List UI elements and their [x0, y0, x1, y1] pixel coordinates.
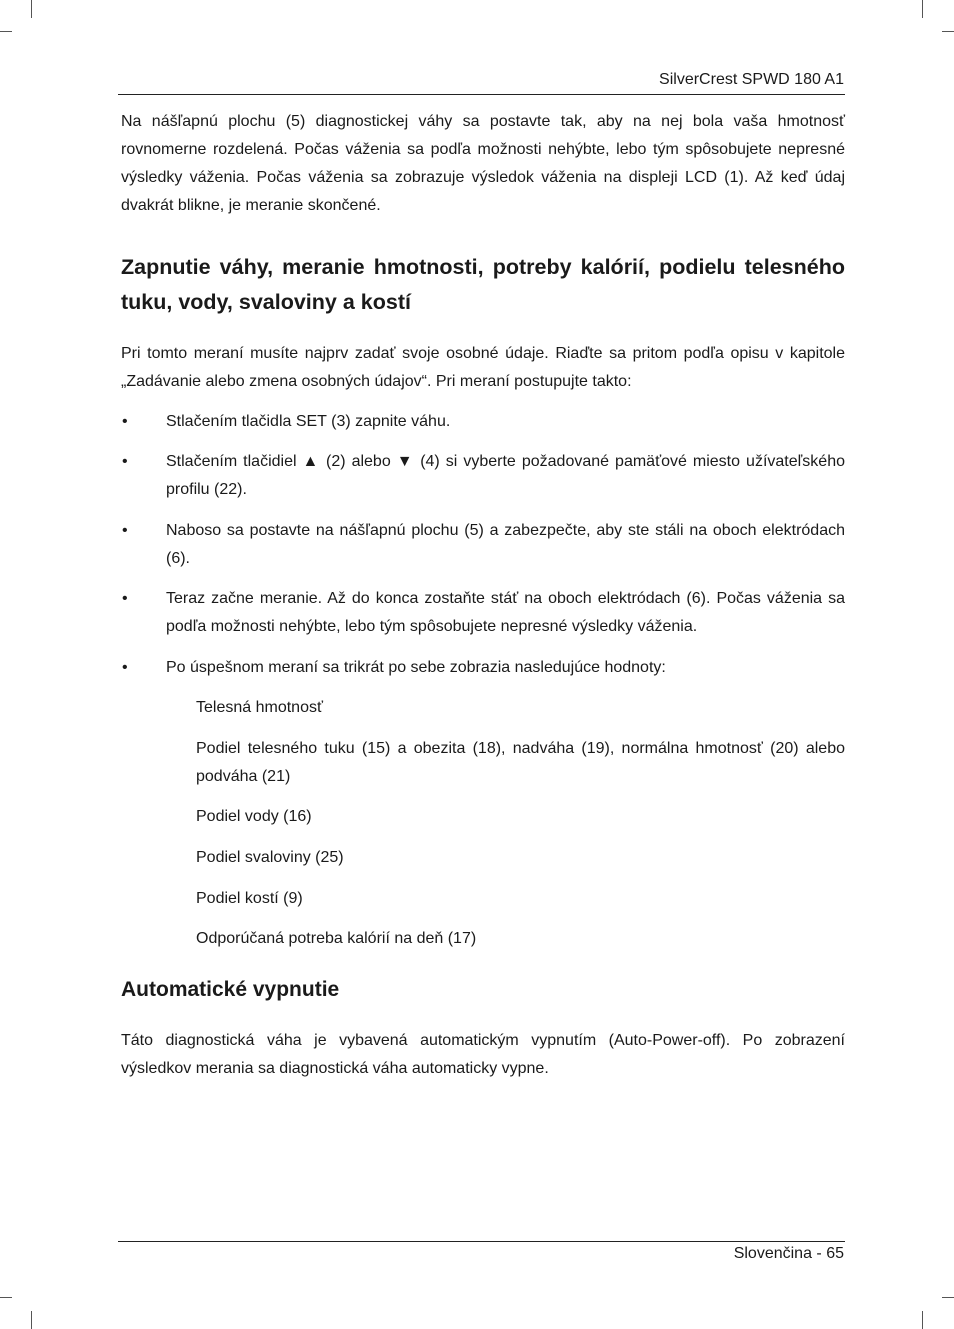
- value-item: Podiel vody (16): [196, 808, 312, 825]
- list-item: [121, 517, 845, 573]
- bullet-icon: •: [122, 453, 128, 470]
- bullet-list: [121, 408, 845, 682]
- value-item: Podiel telesného tuku (15) a obezita (18), nadváha (19), normálna hmotnosť (20) alebo podváha (21): [196, 740, 845, 785]
- list-item-text: Stlačením tlačidiel ▲ (2) alebo ▼ (4) si vyberte požadované pamäťové miesto užívateľského profilu (22).: [166, 453, 845, 498]
- page-header: SilverCrest SPWD 180 A1: [659, 71, 844, 88]
- list-item-text: Teraz začne meranie. Až do konca zostaňte stáť na oboch elektródach (6). Počas váženia sa podľa možnosti nehýbte, lebo tým spôsobujete nepresné výsledky váženia.: [166, 590, 845, 635]
- page-content: [121, 108, 845, 1083]
- crop-mark: [922, 0, 923, 18]
- list-item: [121, 408, 845, 436]
- header-rule: [118, 94, 845, 95]
- list-item: [121, 448, 845, 504]
- intro-paragraph: Na nášľapnú plochu (5) diagnostickej váhy sa postavte tak, aby na nej bola vaša hmotnosť rovnomerne rozdelená. Počas váženia sa podľa možnosti nehýbte, lebo tým spôsobujete nepresné výsledky váženia. Počas váženia sa zobrazuje výsledok váženia na displeji LCD (1). Až keď údaj dvakrát blikne, je meranie skončené.: [121, 113, 845, 214]
- crop-mark: [942, 1297, 954, 1298]
- list-item: [121, 585, 845, 641]
- value-item: Podiel svaloviny (25): [196, 849, 344, 866]
- crop-mark: [0, 31, 12, 32]
- list-item-text: Po úspešnom meraní sa trikrát po sebe zobrazia nasledujúce hodnoty:: [166, 659, 666, 676]
- value-item: Podiel kostí (9): [196, 890, 303, 907]
- auto-off-paragraph: Táto diagnostická váha je vybavená automatickým vypnutím (Auto-Power-off). Po zobrazení výsledkov merania sa diagnostická váha automaticky vypne.: [121, 1032, 845, 1077]
- list-item: [121, 654, 845, 682]
- bullet-icon: •: [122, 413, 128, 430]
- list-item-text: Naboso sa postavte na nášľapnú plochu (5) a zabezpečte, aby ste stáli na oboch elektródach (6).: [166, 522, 845, 567]
- values-list: [121, 694, 845, 953]
- bullet-icon: •: [122, 659, 128, 676]
- page-number: Slovenčina - 65: [733, 1245, 844, 1262]
- crop-mark: [922, 1311, 923, 1329]
- value-item: Odporúčaná potreba kalórií na deň (17): [196, 930, 477, 947]
- crop-mark: [942, 31, 954, 32]
- section-intro-paragraph: Pri tomto meraní musíte najprv zadať svoje osobné údaje. Riaďte sa pritom podľa opisu v kapitole „Zadávanie alebo zmena osobných údajov“. Pri meraní postupujte takto:: [121, 345, 845, 390]
- section-heading-measurement: Zapnutie váhy, meranie hmotnosti, potreby kalórií, podielu telesného tuku, vody, svaloviny a kostí: [121, 255, 845, 314]
- crop-mark: [31, 0, 32, 18]
- list-item-text: Stlačením tlačidla SET (3) zapnite váhu.: [166, 413, 451, 430]
- bullet-icon: •: [122, 590, 128, 607]
- bullet-icon: •: [122, 522, 128, 539]
- crop-mark: [31, 1311, 32, 1329]
- value-item: Telesná hmotnosť: [196, 699, 323, 716]
- footer-rule: [118, 1241, 845, 1242]
- section-heading-auto-off: Automatické vypnutie: [121, 978, 340, 1001]
- crop-mark: [0, 1297, 12, 1298]
